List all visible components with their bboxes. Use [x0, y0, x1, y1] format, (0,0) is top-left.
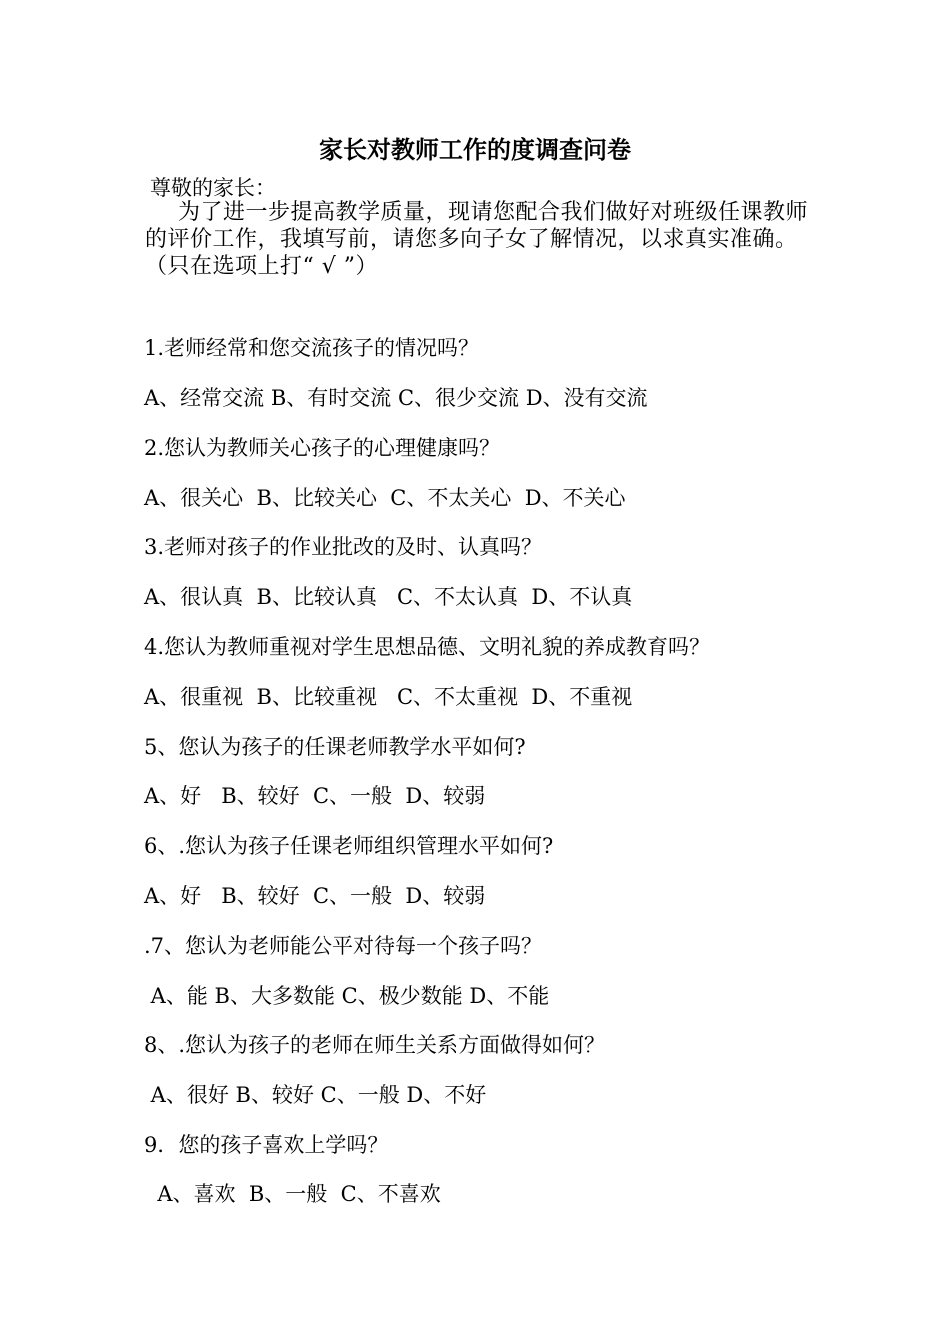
options-7: A、能 B、大多数能 C、极少数能 D、不能	[144, 984, 550, 1008]
question-5: 5、您认为孩子的任课老师教学水平如何?	[144, 735, 526, 759]
question-3: 3.老师对孩子的作业批改的及时、认真吗？	[144, 535, 543, 559]
options-4: A、很重视 B、比较重视 C、不太重视 D、不重视	[144, 685, 633, 709]
question-2: 2.您认为教师关心孩子的心理健康吗？	[144, 436, 501, 460]
question-6: 6、.您认为孩子任课老师组织管理水平如何?	[144, 834, 554, 858]
intro-paragraph: 为了进一步提高教学质量，现请您配合我们做好对班级任课教师的评价工作，我填写前，请您多向子女了解情况，以求真实准确。（只在选项上打“ √ ”）	[145, 200, 809, 279]
options-8: A、很好 B、较好 C、一般 D、不好	[144, 1083, 487, 1107]
options-3: A、很认真 B、比较认真 C、不太认真 D、不认真	[144, 585, 633, 609]
question-7: .7、您认为老师能公平对待每一个孩子吗？	[144, 934, 543, 958]
question-4: 4.您认为教师重视对学生思想品德、文明礼貌的养成教育吗？	[144, 635, 711, 659]
question-9: 9．您的孩子喜欢上学吗？	[144, 1133, 389, 1157]
options-5: A、好 B、较好 C、一般 D、较弱	[144, 784, 486, 808]
salutation: 尊敬的家长：	[150, 176, 276, 200]
page-title: 家长对教师工作的度调查问卷	[319, 135, 631, 164]
options-9: A、喜欢 B、一般 C、不喜欢	[144, 1182, 441, 1206]
question-1: 1.老师经常和您交流孩子的情况吗？	[144, 336, 480, 360]
options-1: A、经常交流 B、有时交流 C、很少交流 D、没有交流	[144, 386, 648, 410]
options-2: A、很关心 B、比较关心 C、不太关心 D、不关心	[144, 486, 626, 510]
question-8: 8、.您认为孩子的老师在师生关系方面做得如何？	[144, 1033, 606, 1057]
options-6: A、好 B、较好 C、一般 D、较弱	[144, 884, 486, 908]
